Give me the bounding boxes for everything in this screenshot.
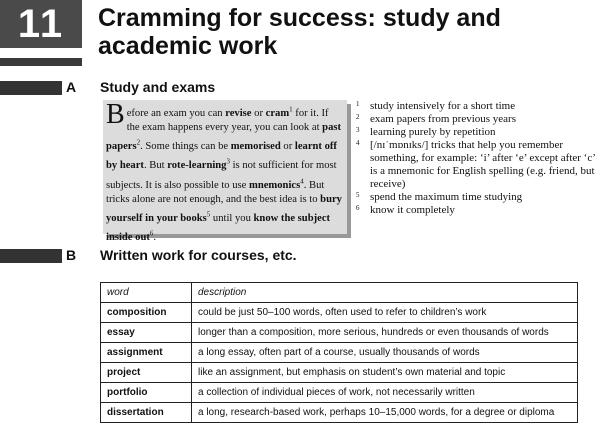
key-term: revise: [225, 107, 252, 119]
footnote-marker: 4: [300, 176, 304, 185]
footnote-marker: 1: [289, 105, 293, 113]
table-cell-word: dissertation: [101, 403, 192, 423]
section-a-heading: Study and exams: [100, 79, 216, 95]
footnote-marker: 3: [226, 157, 230, 166]
footnote-item: [356, 113, 600, 126]
table-row: [101, 403, 578, 423]
key-term: cram: [265, 107, 290, 119]
footnote-item: [356, 100, 600, 113]
text-run: . Some things can be: [140, 141, 231, 153]
column-header-description: description: [192, 283, 578, 303]
table-row: [101, 363, 578, 383]
table-cell-description: a long, research-based work, perhaps 10–15,000 words, for a degree or diploma: [192, 403, 578, 423]
footnote-item: [356, 139, 600, 191]
text-run: . But tricks alone are not enough, and the best idea is to: [106, 179, 325, 206]
footnote-number: 4: [356, 139, 360, 147]
key-term: past papers: [106, 122, 342, 153]
text-run: efore an exam you can: [126, 107, 226, 119]
section-b-bar: [0, 249, 62, 263]
text-run: until you: [210, 213, 254, 225]
footnote-number: 3: [356, 126, 360, 134]
table-cell-description: could be just 50–100 words, often used to refer to children’s work: [192, 303, 578, 323]
text-run: . But: [143, 160, 168, 172]
footnote-marker: 5: [206, 210, 211, 219]
table-row: [101, 323, 578, 343]
text-run: or: [280, 141, 295, 153]
footnote-number: 2: [356, 113, 360, 121]
table-cell-description: a long essay, often part of a course, usually thousands of words: [192, 343, 578, 363]
footnote-item: [356, 204, 600, 217]
text-run: .: [153, 232, 157, 244]
table-cell-description: a collection of individual pieces of work, not necessarily written: [192, 383, 578, 403]
footnote-marker: 2: [136, 138, 141, 147]
footnote-text: learning purely by repetition: [370, 126, 496, 138]
key-term: learnt off by heart: [106, 141, 337, 172]
footnotes-list: [356, 100, 600, 217]
text-run: or: [251, 107, 266, 119]
key-term: mnemonics: [249, 179, 301, 191]
table-cell-word: assignment: [101, 343, 192, 363]
key-term: memorised: [230, 141, 281, 153]
footnote-text: exam papers from previous years: [370, 113, 517, 125]
footnote-number: 6: [356, 204, 360, 212]
table-header-row: [101, 283, 578, 303]
unit-number: 11: [0, 0, 82, 48]
section-b-heading: Written work for courses, etc.: [100, 247, 297, 263]
footnote-item: [356, 191, 600, 204]
footnote-text: know it completely: [370, 204, 455, 216]
table-cell-word: essay: [101, 323, 192, 343]
key-term: know the subject inside out: [106, 213, 331, 244]
text-run: for it. If the exam happens every year, you can look at: [126, 107, 329, 134]
section-b-letter: B: [66, 247, 77, 263]
table-row: [101, 303, 578, 323]
table-row: [101, 343, 578, 363]
reading-text: [106, 105, 342, 244]
table-cell-word: project: [101, 363, 192, 383]
table-row: [101, 383, 578, 403]
footnote-number: 5: [356, 191, 360, 199]
table-cell-word: composition: [101, 303, 192, 323]
section-a-letter: A: [66, 79, 77, 95]
footnote-text: [/nɪˈmɒnɪks/] tricks that help you remember something, for example: ‘i’ after ‘e’ except after ‘c’ is a mnemonic for English spelling (e.g. friend, but receive): [370, 139, 596, 190]
footnote-item: [356, 126, 600, 139]
written-work-table: [100, 282, 578, 423]
footnote-text: spend the maximum time studying: [370, 191, 523, 203]
text-run: is not sufficient for most subjects. It is also possible to use: [106, 160, 337, 191]
unit-divider-bar: [0, 58, 82, 66]
key-term: bury yourself in your books: [106, 194, 342, 225]
footnote-marker: 6: [149, 229, 154, 238]
table-cell-description: like an assignment, but emphasis on student’s own material and topic: [192, 363, 578, 383]
column-header-word: word: [101, 283, 192, 303]
section-a-bar: [0, 81, 62, 95]
drop-cap: B: [106, 99, 125, 130]
footnote-number: 1: [356, 100, 360, 108]
key-term: rote-learning: [167, 160, 227, 172]
reading-text-box: [103, 99, 347, 244]
page-title: Cramming for success: study and academic work: [98, 4, 501, 60]
table-cell-word: portfolio: [101, 383, 192, 403]
table-cell-description: longer than a composition, more serious, hundreds or even thousands of words: [192, 323, 578, 343]
footnote-text: study intensively for a short time: [370, 100, 516, 112]
